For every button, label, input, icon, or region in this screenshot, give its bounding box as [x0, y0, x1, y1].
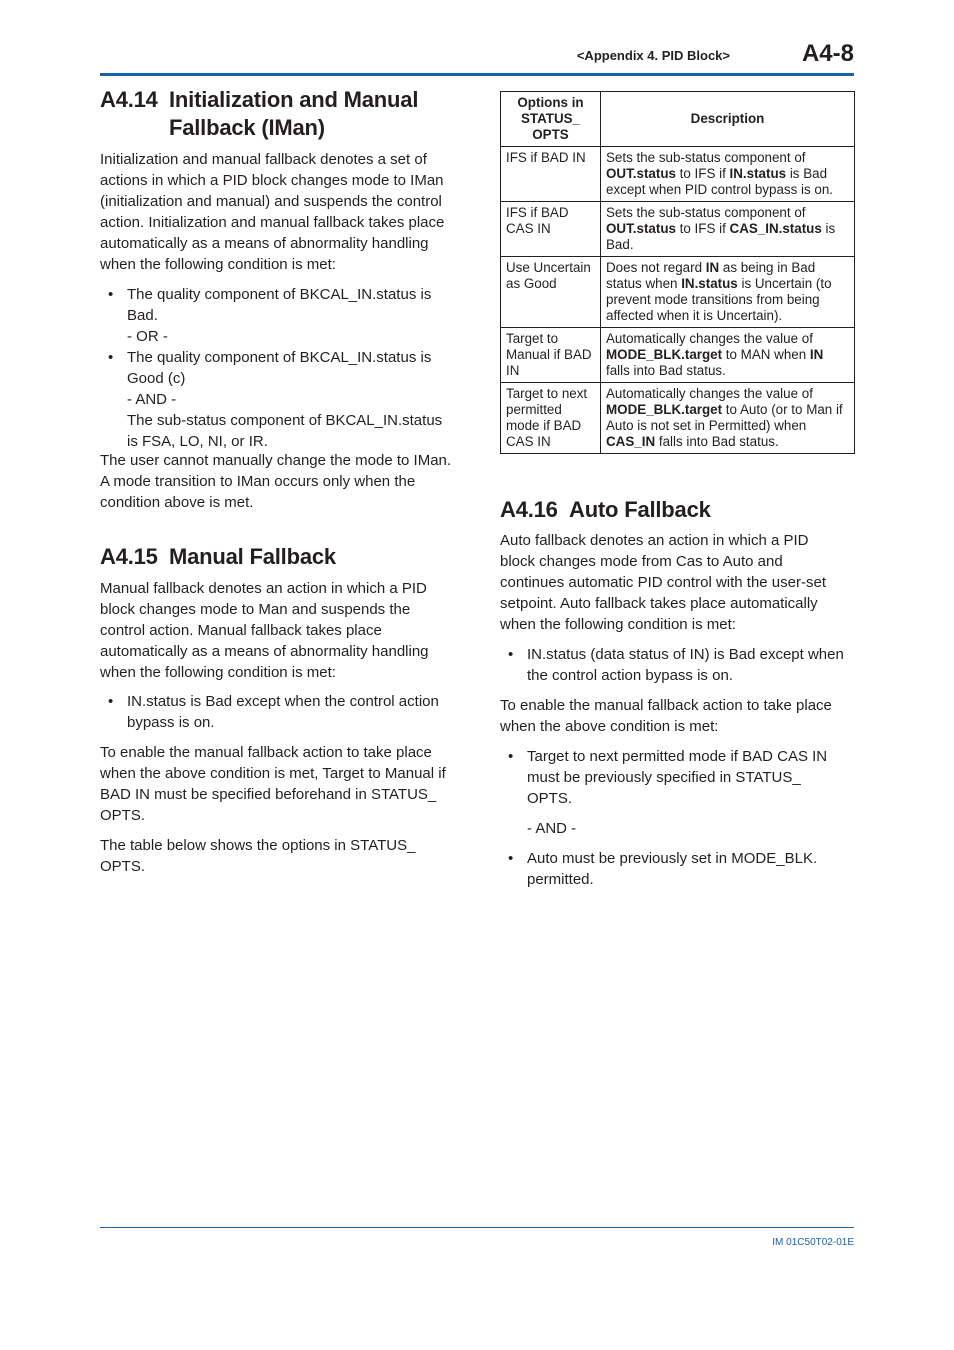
- section-a4-16-number: A4.16: [500, 497, 558, 522]
- table-header-options: Options in STATUS_ OPTS: [501, 92, 601, 147]
- section-a4-14-title: Initialization and Manual Fallback (IMan): [169, 87, 419, 140]
- bullet-subtext: The sub-status component of BKCAL_IN.status is FSA, LO, NI, or IR.: [127, 412, 443, 450]
- section-a4-16-paragraph-2: To enable the manual fallback action to take place when the above condition is met:: [500, 697, 832, 735]
- table-cell-option: IFS if BAD IN: [501, 147, 601, 202]
- status-opts-table: [500, 91, 855, 454]
- section-a4-14-heading: [100, 86, 456, 142]
- list-item: [100, 347, 456, 452]
- section-a4-14-paragraph-1: Initialization and manual fallback denotes a set of actions in which a PID block changes mode to IMan (initialization and manual) and suspends the control action. Initialization and manual fallback takes place automatically as a means of abnormality handling when the following condition is met:: [100, 151, 445, 273]
- section-a4-16-requirement-list-2: [500, 848, 840, 890]
- list-item: [100, 691, 456, 733]
- section-a4-15-number: A4.15: [100, 544, 158, 569]
- table-cell-option: Use Uncertain as Good: [501, 257, 601, 328]
- section-a4-15-condition-list: [100, 691, 456, 733]
- table-cell-description: Automatically changes the value of MODE_BLK.target to Auto (or to Man if Auto is not set in Permitted) when CAS_IN falls into Bad status.: [601, 383, 855, 454]
- list-item: [100, 284, 456, 347]
- table-cell-option: Target to next permitted mode if BAD CAS IN: [501, 383, 601, 454]
- bullet-icon: •: [108, 693, 114, 710]
- section-a4-15-paragraph-1: Manual fallback denotes an action in which a PID block changes mode to Man and suspends the control action. Manual fallback takes place automatically as a means of abnormality handling when the following condition is met:: [100, 580, 429, 681]
- section-a4-15-paragraph-3: The table below shows the options in STATUS_ OPTS.: [100, 837, 416, 875]
- table-header-description: Description: [601, 92, 855, 147]
- or-separator: - OR -: [127, 328, 168, 345]
- list-item: [500, 848, 840, 890]
- section-a4-15-title: Manual Fallback: [169, 544, 336, 569]
- header-page-number: A4-8: [801, 40, 854, 67]
- header-divider: [100, 73, 854, 76]
- and-separator: - AND -: [127, 391, 177, 408]
- bullet-text: Auto must be previously set in MODE_BLK. permitted.: [527, 850, 818, 888]
- list-item: [500, 644, 855, 686]
- section-a4-14-number: A4.14: [100, 87, 158, 112]
- list-item: [500, 746, 840, 809]
- section-a4-16-condition-list: [500, 644, 855, 686]
- bullet-text: The quality component of BKCAL_IN.status is Good (c): [127, 349, 432, 387]
- bullet-icon: •: [508, 646, 514, 663]
- section-a4-16-title: Auto Fallback: [569, 497, 711, 522]
- table-row: [501, 383, 855, 454]
- table-header-row: [501, 92, 855, 147]
- section-a4-16-heading: [500, 496, 855, 524]
- section-a4-16-requirement-list: [500, 746, 840, 809]
- section-a4-14-condition-list: [100, 284, 456, 452]
- section-a4-15-heading: [100, 543, 456, 571]
- section-a4-14-paragraph-2: The user cannot manually change the mode to IMan. A mode transition to IMan occurs only when the condition above is met.: [100, 452, 452, 511]
- header-chapter-title: <Appendix 4. PID Block>: [576, 48, 730, 63]
- bullet-text: IN.status is Bad except when the control action bypass is on.: [127, 693, 439, 731]
- table-cell-option: IFS if BAD CAS IN: [501, 202, 601, 257]
- bullet-icon: •: [108, 286, 114, 303]
- table-row: [501, 202, 855, 257]
- and-separator: - AND -: [527, 820, 577, 837]
- footer-divider: [100, 1227, 854, 1228]
- table-row: [501, 147, 855, 202]
- section-a4-15-paragraph-2: To enable the manual fallback action to take place when the above condition is met, Target to Manual if BAD IN must be specified beforehand in STATUS_ OPTS.: [100, 744, 446, 824]
- table-cell-description: Does not regard IN as being in Bad status when IN.status is Uncertain (to prevent mode transitions from being affected when it is Uncertain).: [601, 257, 855, 328]
- bullet-icon: •: [508, 850, 514, 867]
- table-cell-description: Sets the sub-status component of OUT.status to IFS if CAS_IN.status is Bad.: [601, 202, 855, 257]
- table-cell-option: Target to Manual if BAD IN: [501, 328, 601, 383]
- table-cell-description: Automatically changes the value of MODE_BLK.target to MAN when IN falls into Bad status.: [601, 328, 855, 383]
- table-row: [501, 328, 855, 383]
- bullet-icon: •: [108, 349, 114, 366]
- bullet-icon: •: [508, 748, 514, 765]
- bullet-text: IN.status (data status of IN) is Bad except when the control action bypass is on.: [527, 646, 844, 684]
- bullet-text: Target to next permitted mode if BAD CAS IN must be previously specified in STATUS_ OPTS.: [527, 748, 828, 807]
- table-cell-description: Sets the sub-status component of OUT.status to IFS if IN.status is Bad except when PID control bypass is on.: [601, 147, 855, 202]
- bullet-text: The quality component of BKCAL_IN.status is Bad.: [127, 286, 432, 324]
- footer-document-id: IM 01C50T02-01E: [772, 1237, 854, 1248]
- section-a4-16-paragraph-1: Auto fallback denotes an action in which a PID block changes mode from Cas to Auto and continues automatic PID control with the user-set setpoint. Auto fallback takes place automatically when the following condition is met:: [500, 532, 826, 633]
- table-row: [501, 257, 855, 328]
